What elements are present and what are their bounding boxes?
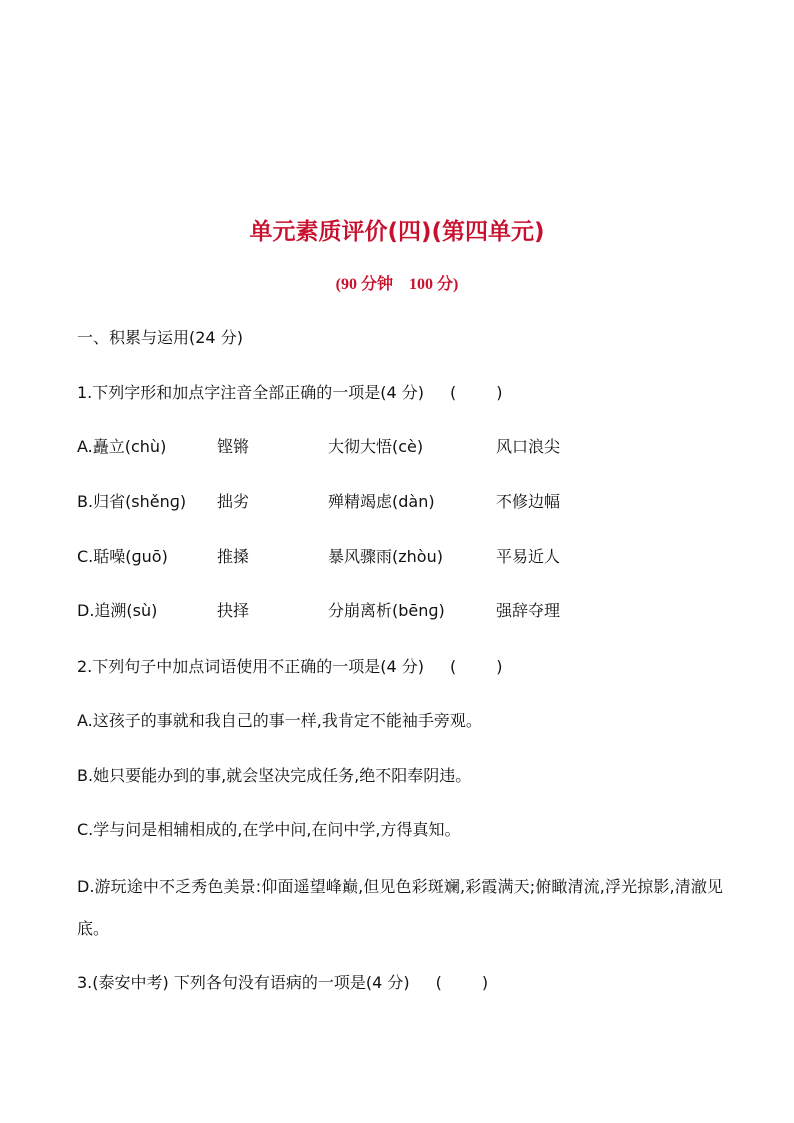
answer-bracket: ( ) [450,383,503,402]
q2-option-d: D.游玩途中不乏秀色美景:仰面遥望峰巅,但见色彩斑斓,彩霞满天;俯瞰清流,浮光掠影,清澈见底。 [77,877,723,938]
question-1-stem [77,383,503,403]
q2-option-c: C.学与问是相辅相成的,在学中问,在问中学,方得真知。 [77,820,461,839]
option-cell: 推搡 [217,547,250,566]
option-cell: 铿锵 [217,437,250,456]
option-cell: 风口浪尖 [496,437,561,456]
option-cell: A.矗立(chù) [77,437,167,456]
page-subtitle: (90 分钟 100 分) [335,276,459,293]
option-cell: D.追溯(sù) [77,601,158,620]
question-1-text: 1.下列字形和加点字注音全部正确的一项是(4 分) [77,383,425,402]
option-row-b [77,492,717,514]
question-3-stem [77,973,488,993]
option-cell: 平易近人 [496,547,561,566]
option-cell: 强辞夺理 [496,601,561,620]
option-cell: 殚精竭虑(dàn) [328,492,435,511]
page-title: 单元素质评价(四)(第四单元) [249,219,545,245]
option-cell: 分崩离析(bēnɡ) [328,601,445,620]
option-row-a [77,437,717,459]
question-2-text: 2.下列句子中加点词语使用不正确的一项是(4 分) [77,657,425,676]
option-cell: 暴风骤雨(zhòu) [328,547,443,566]
option-cell: C.聒噪(ɡuō) [77,547,168,566]
option-row-c [77,547,717,569]
option-cell: 不修边幅 [496,492,561,511]
option-cell: B.归省(shěnɡ) [77,492,187,511]
q2-option-a: A.这孩子的事就和我自己的事一样,我肯定不能袖手旁观。 [77,711,482,730]
section-heading: 一、积累与运用(24 分) [77,328,243,347]
option-row-d [77,601,717,623]
option-cell: 抉择 [217,601,250,620]
option-cell: 拙劣 [217,492,250,511]
q2-option-b: B.她只要能办到的事,就会坚决完成任务,绝不阳奉阴违。 [77,766,472,785]
question-3-text: 3.(泰安中考) 下列各句没有语病的一项是(4 分) [77,973,410,992]
answer-bracket: ( ) [450,657,503,676]
option-cell: 大彻大悟(cè) [328,437,424,456]
question-2-stem [77,657,503,677]
answer-bracket: ( ) [435,973,489,992]
